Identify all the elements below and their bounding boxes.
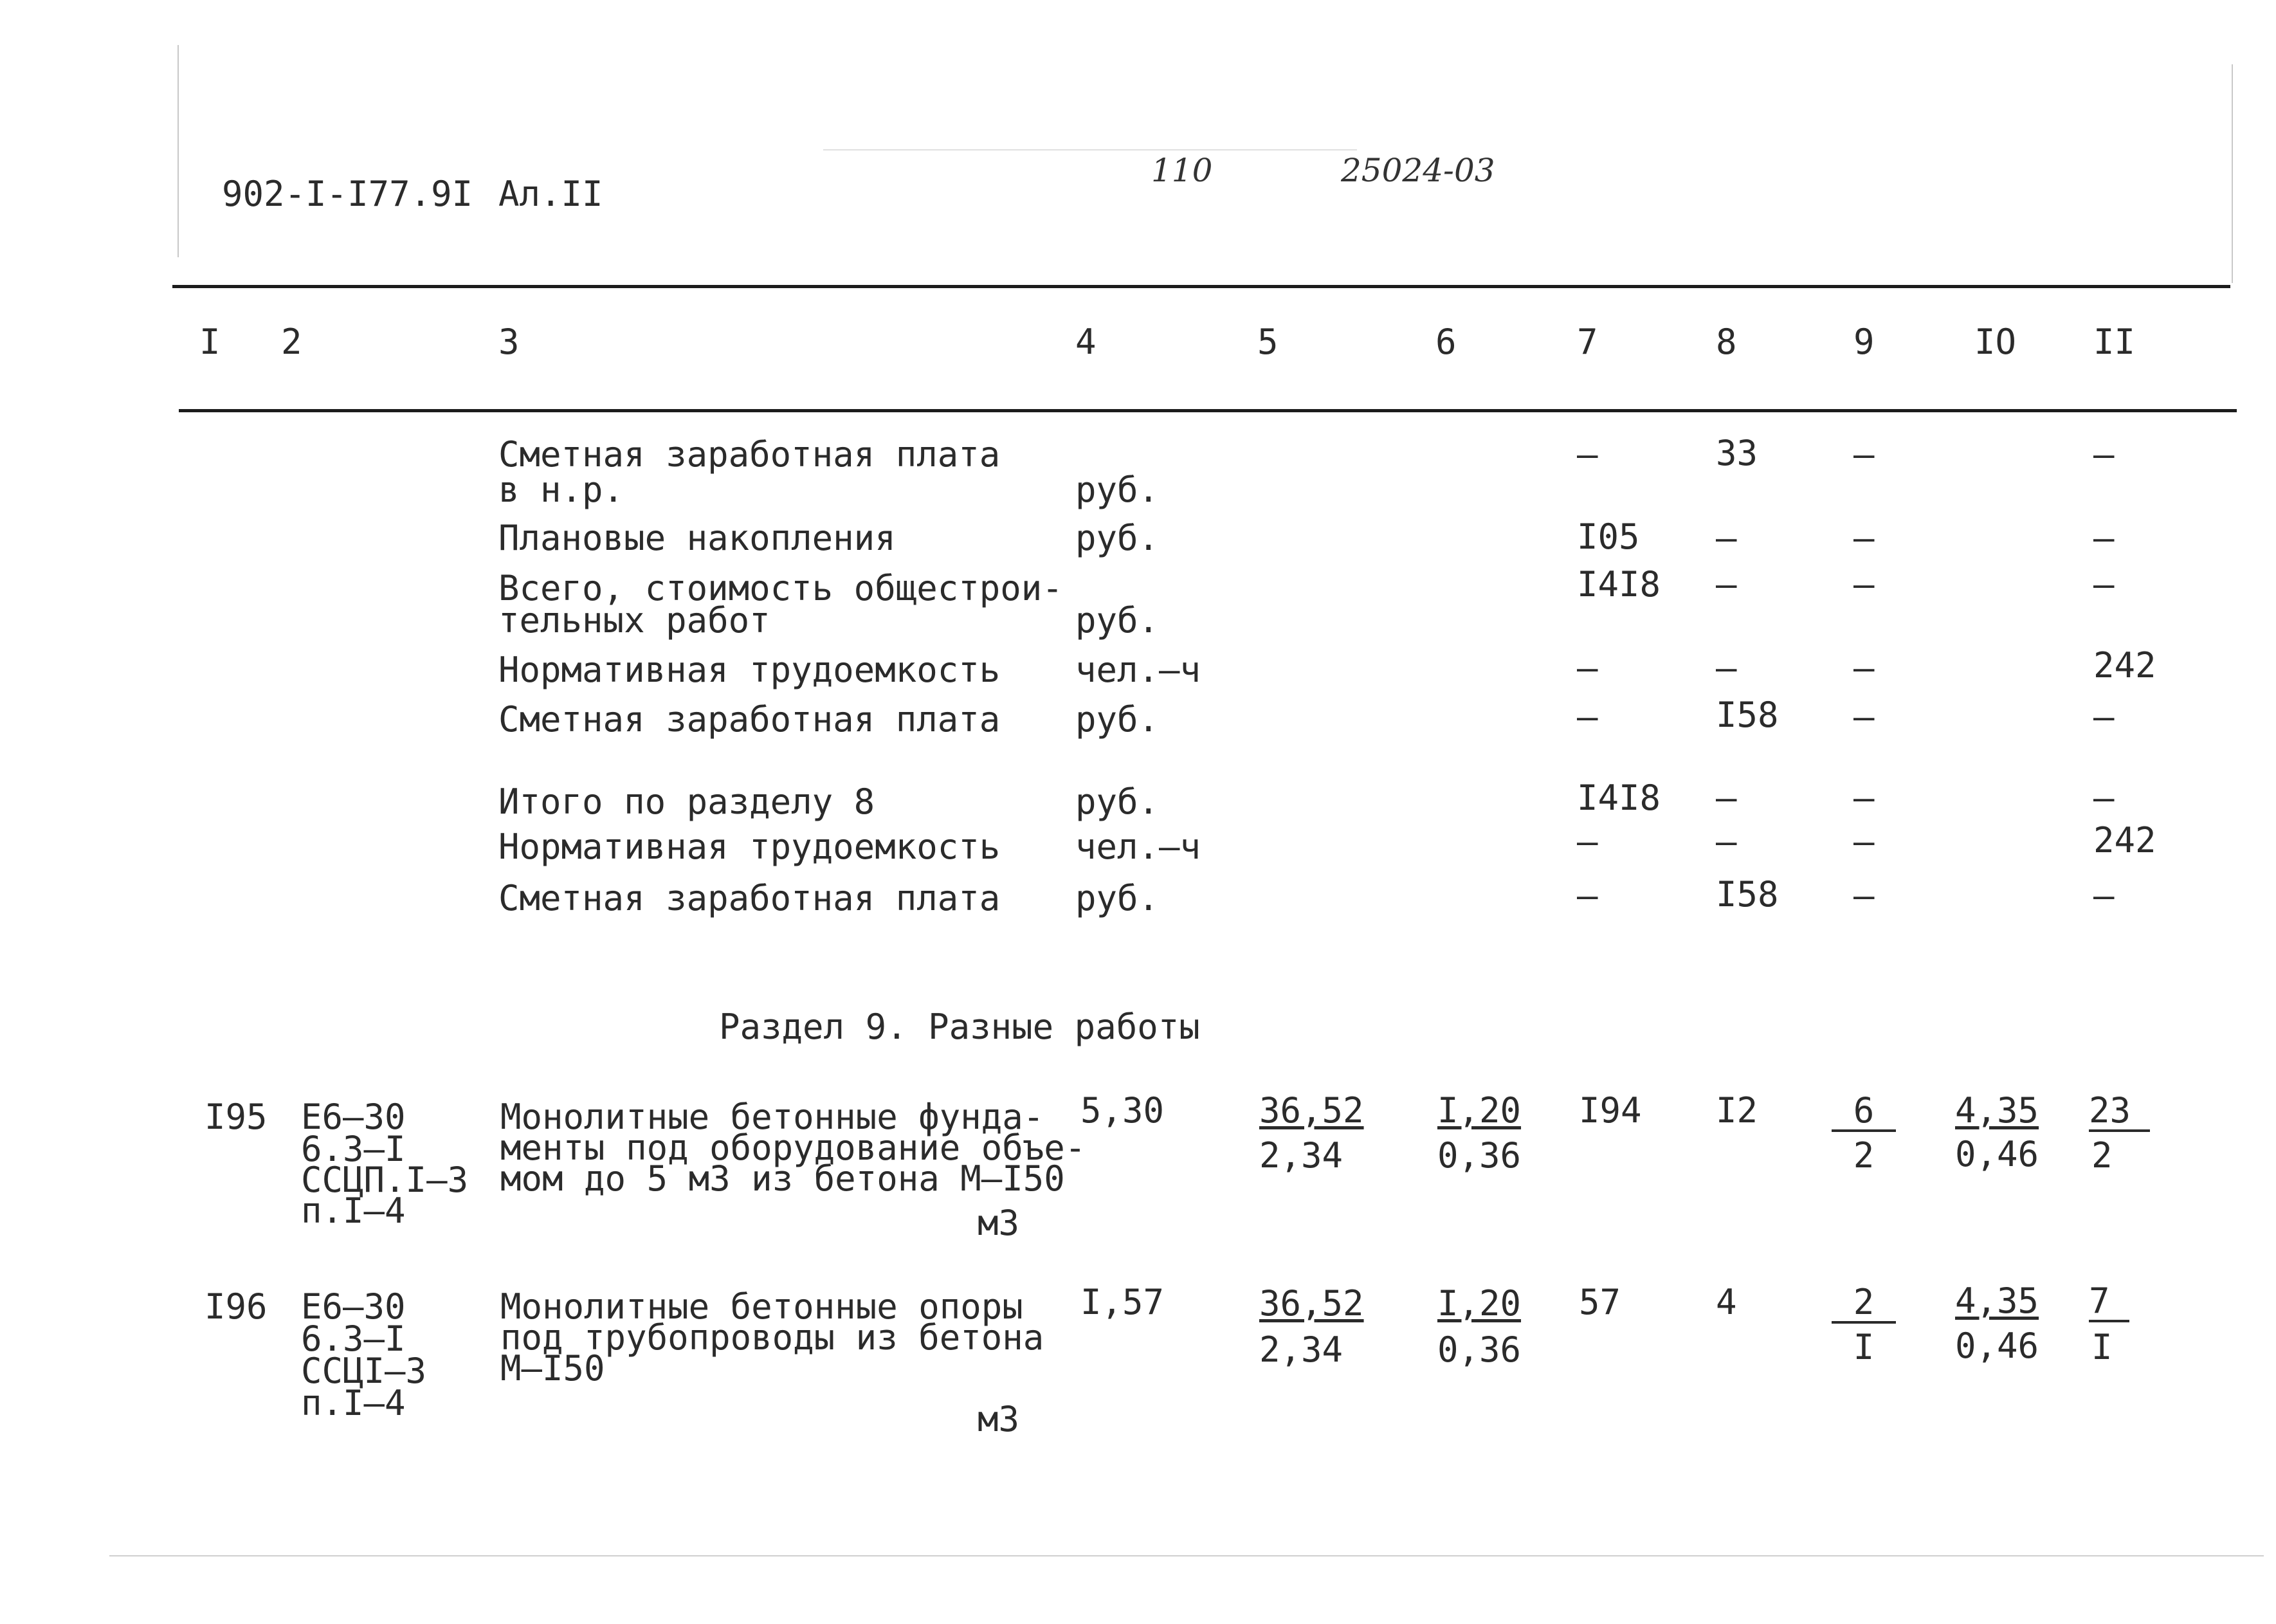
item-c10-bottom: 0,46 xyxy=(1955,1326,2039,1366)
summary-row-c11: 242 xyxy=(2093,820,2156,861)
summary-row-unit: руб. xyxy=(1075,878,1160,918)
item-c8: 4 xyxy=(1716,1282,1737,1322)
summary-row-name: Нормативная трудоемкость xyxy=(498,826,1001,867)
item-code: п.I–4 xyxy=(301,1191,406,1231)
summary-row-name: Нормативная трудоемкость xyxy=(498,650,1001,690)
col-header-3: 3 xyxy=(498,322,520,362)
item-description: менты под оборудование объе- xyxy=(500,1127,1086,1168)
summary-row-c8: – xyxy=(1716,564,1737,605)
item-c7: 57 xyxy=(1579,1282,1621,1322)
item-unit: м3 xyxy=(978,1399,1020,1439)
summary-row-name: Всего, стоимость общестрои- xyxy=(498,568,1063,608)
col-header-10: IO xyxy=(1974,322,2017,362)
summary-row-c7: – xyxy=(1577,434,1598,475)
section-total-name: Итого по разделу 8 xyxy=(498,781,875,822)
summary-row-c8: – xyxy=(1716,821,1737,862)
col-header-6: 6 xyxy=(1435,322,1457,362)
item-c11-fraction xyxy=(2089,1281,2129,1322)
item-c7: I94 xyxy=(1579,1090,1642,1131)
item-c11-bottom: 2 xyxy=(2091,1135,2113,1176)
summary-row-name-cont: в н.р. xyxy=(498,470,624,510)
summary-row-name: Сметная заработная плата xyxy=(498,699,1001,740)
item-code: Е6–30 xyxy=(301,1097,406,1137)
item-c10-top: 4,35 xyxy=(1955,1090,2039,1131)
scan-edge-right xyxy=(2232,64,2233,283)
item-number: I95 xyxy=(205,1097,268,1137)
col-header-1: I xyxy=(199,322,221,362)
summary-row-c9: – xyxy=(1853,434,1875,475)
item-c5-bottom: 2,34 xyxy=(1259,1135,1343,1176)
section-title: Раздел 9. Разные работы xyxy=(719,1007,1200,1047)
col-header-4: 4 xyxy=(1075,322,1097,362)
scan-edge-left xyxy=(178,45,179,257)
summary-row-name-cont: тельных работ xyxy=(498,600,770,641)
summary-row-c8: – xyxy=(1716,518,1737,558)
item-description: мом до 5 м3 из бетона М–I50 xyxy=(500,1158,1065,1199)
summary-row-name: Плановые накопления xyxy=(498,518,896,558)
document-code: 902-I-I77.9I xyxy=(222,174,473,214)
item-c11-top: 23 xyxy=(2089,1093,2150,1132)
summary-row-c8: I58 xyxy=(1716,874,1779,915)
summary-row-c7: – xyxy=(1577,648,1598,688)
item-c6-top: I,20 xyxy=(1437,1090,1522,1131)
item-c9-fraction xyxy=(1832,1090,1896,1176)
summary-row-c11: – xyxy=(2093,778,2115,818)
summary-row-c11: – xyxy=(2093,875,2115,916)
item-number: I96 xyxy=(205,1286,268,1327)
item-c8: I2 xyxy=(1716,1090,1758,1131)
summary-row-c11: – xyxy=(2093,697,2115,737)
summary-row-c9: – xyxy=(1853,697,1875,737)
col-header-7: 7 xyxy=(1577,322,1598,362)
item-c11-fraction xyxy=(2089,1090,2150,1132)
summary-row-unit: руб. xyxy=(1075,699,1160,740)
item-code: 6.3–I xyxy=(301,1129,406,1169)
item-code: Е6–30 xyxy=(301,1286,406,1327)
col-header-9: 9 xyxy=(1853,322,1875,362)
document-number: 25024-03 xyxy=(1341,152,1495,189)
item-description: Монолитные бетонные фунда- xyxy=(500,1097,1044,1137)
item-c6-bottom: 0,36 xyxy=(1437,1135,1522,1176)
summary-row-c7: – xyxy=(1577,875,1598,916)
col-header-8: 8 xyxy=(1716,322,1737,362)
item-description: М–I50 xyxy=(500,1348,605,1389)
summary-row-c8: 33 xyxy=(1716,433,1758,473)
item-description: Монолитные бетонные опоры xyxy=(500,1286,1023,1327)
header-top-rule xyxy=(172,285,2230,288)
summary-row-c7: – xyxy=(1577,697,1598,737)
header-bottom-rule xyxy=(179,409,2237,412)
scan-line-bottom xyxy=(109,1555,2264,1556)
page-number: 110 xyxy=(1151,152,1213,189)
item-code: ССЦI–3 xyxy=(301,1351,427,1391)
item-unit: м3 xyxy=(978,1203,1020,1243)
item-c9-bottom: 2 xyxy=(1853,1135,1875,1176)
summary-row-unit: чел.–ч xyxy=(1075,826,1201,867)
summary-row-unit: руб. xyxy=(1075,600,1160,641)
item-c5-top: 36,52 xyxy=(1259,1090,1364,1131)
item-quantity: 5,30 xyxy=(1080,1090,1165,1131)
item-code: п.I–4 xyxy=(301,1383,406,1423)
summary-row-c7: I4I8 xyxy=(1577,778,1661,818)
item-c6-bottom: 0,36 xyxy=(1437,1329,1522,1370)
summary-row-c11: 242 xyxy=(2093,645,2156,686)
summary-row-c8: – xyxy=(1716,778,1737,818)
item-description: под трубопроводы из бетона xyxy=(500,1317,1044,1358)
summary-row-name: Сметная заработная плата xyxy=(498,878,1001,918)
item-c10-top: 4,35 xyxy=(1955,1281,2039,1321)
item-c10-bottom: 0,46 xyxy=(1955,1134,2039,1174)
scan-line-top xyxy=(823,149,1357,151)
summary-row-name: Сметная заработная плата xyxy=(498,434,1001,475)
col-header-11: II xyxy=(2093,322,2136,362)
item-c5-top: 36,52 xyxy=(1259,1283,1364,1324)
summary-row-unit: руб. xyxy=(1075,781,1160,822)
summary-row-c7: – xyxy=(1577,821,1598,862)
summary-row-unit: руб. xyxy=(1075,518,1160,558)
summary-row-c9: – xyxy=(1853,875,1875,916)
item-c9-top: 6 xyxy=(1832,1093,1896,1132)
col-header-2: 2 xyxy=(281,322,302,362)
item-c11-bottom: I xyxy=(2091,1327,2113,1367)
summary-row-c9: – xyxy=(1853,564,1875,605)
summary-row-unit: руб. xyxy=(1075,470,1160,510)
summary-row-c7: I4I8 xyxy=(1577,564,1661,605)
summary-row-unit: чел.–ч xyxy=(1075,650,1201,690)
summary-row-c9: – xyxy=(1853,648,1875,688)
item-c6-top: I,20 xyxy=(1437,1283,1522,1324)
summary-row-c9: – xyxy=(1853,778,1875,818)
summary-row-c11: – xyxy=(2093,564,2115,605)
summary-row-c11: – xyxy=(2093,434,2115,475)
item-c5-bottom: 2,34 xyxy=(1259,1329,1343,1370)
summary-row-c9: – xyxy=(1853,518,1875,558)
sheet-label: Ал.II xyxy=(498,174,603,214)
item-c9-fraction xyxy=(1832,1282,1896,1367)
item-c11-top: 7 xyxy=(2089,1284,2129,1322)
item-c9-top: 2 xyxy=(1832,1285,1896,1324)
summary-row-c8: I58 xyxy=(1716,695,1779,735)
summary-row-c8: – xyxy=(1716,648,1737,688)
item-code: ССЦП.I–3 xyxy=(301,1160,469,1200)
item-code: 6.3–I xyxy=(301,1318,406,1359)
summary-row-c11: – xyxy=(2093,518,2115,558)
summary-row-c7: I05 xyxy=(1577,516,1640,557)
col-header-5: 5 xyxy=(1257,322,1279,362)
summary-row-c9: – xyxy=(1853,821,1875,862)
item-c9-bottom: I xyxy=(1853,1327,1875,1367)
item-quantity: I,57 xyxy=(1080,1282,1165,1322)
